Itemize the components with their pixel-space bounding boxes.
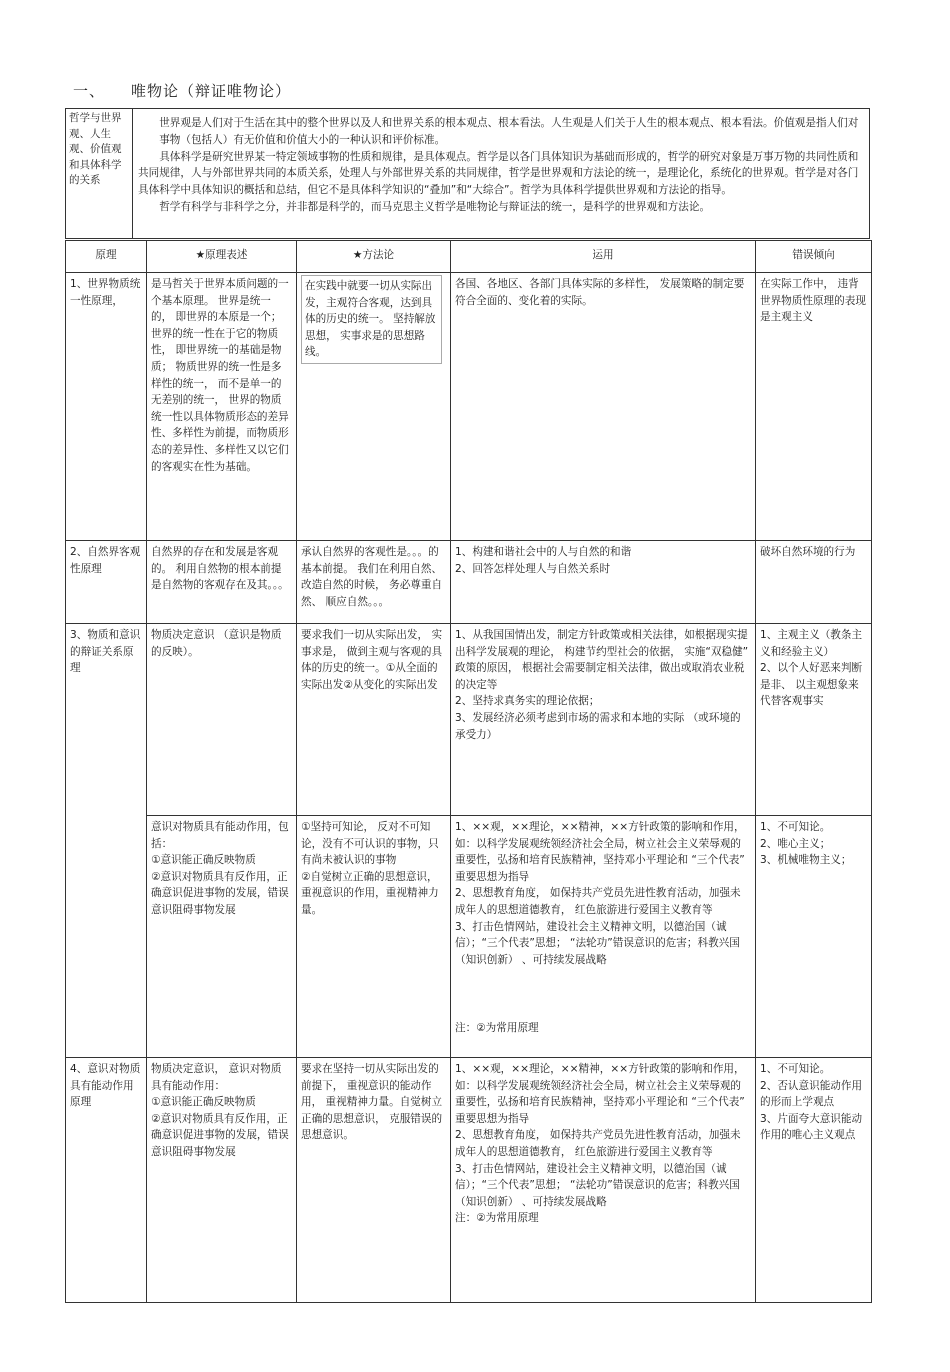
cell-statement: 意识对物质具有能动作用，包括： ①意识能正确反映物质 ②意识对物质具有反作用，正确意识促进事物的发展，错误意识阻碍事物发展 xyxy=(147,816,297,1058)
application-text: 1、××观，××理论，××精神，××方针政策的影响和作用，如：以科学发展观统领经济社会全局，树立社会主义荣辱观的重要性，弘扬和培育民族精神，坚持邓小平理论和 “三个代表” 重要思想为指导 2、思想教育角度， 如保持共产党员先进性教育活动，加强未成年人的思想道德教育， 红色旅游进行爱国主义教育等 3、打击色情网站，建设社会主义精神文明，以德治国（诚信）；“三个代表”思想； “法轮功”错误意识的危害；科教兴国（知识创新） 、可持续发展战略 xyxy=(455,821,745,966)
intro-paragraph-worldview: 世界观是人们对于生活在其中的整个世界以及人和世界关系的根本观点、根本看法。人生观是人们关于人生的根本观点、根本看法。价值观是指人们对事物（包括人）有无价值和价值大小的一种认识和评价标准。 xyxy=(159,117,859,146)
method-box: 在实践中就要一切从实际出发，主观符合客观，达到具体的历史的统一。 坚持解放思想， 实事求是的思想路线。 xyxy=(301,275,442,364)
cell-method: ①坚持可知论， 反对不可知论，没有不可认识的事物，只有尚未被认识的事物 ②自觉树立正确的思想意识，重视意识的作用，重视精神力量。 xyxy=(297,816,451,1058)
cell-application: 1、××观，××理论，××精神，××方针政策的影响和作用，如：以科学发展观统领经济社会全局，树立社会主义荣辱观的重要性，弘扬和培育民族精神，坚持邓小平理论和 “三个代表” 重要思想为指导 2、思想教育角度， 如保持共产党员先进性教育活动，加强未成年人的思想道德教育， 红色旅游进行爱国主义教育等 3、打击色情网站，建设社会主义精神文明，以德治国（诚信）；“三个代表”思想； “法轮功”错误意识的危害；科教兴国（知识创新） 、可持续发展战略 注：②为常用原理 xyxy=(451,1058,756,1303)
intro-side-label: 哲学与世界观、人生观、价值观和具体科学的关系 xyxy=(69,112,122,186)
cell-application: 1、从我国国情出发，制定方针政策或相关法律，如根据现实提出科学发展观的理论， 构建节约型社会的依据， 实施“双稳健” 政策的原因， 根据社会需要制定相关法律，做出或取消农业税的决定等 2、坚持求真务实的理论依据； 3、发展经济必须考虑到市场的需求和本地的实际 （或环境的承受力） xyxy=(451,624,756,816)
cell-statement: 物质决定意识 （意识是物质的反映）。 xyxy=(147,624,297,816)
table-row xyxy=(66,273,872,541)
section-title: 唯物论（辩证唯物论） xyxy=(131,82,292,100)
cell-principle: 3、物质和意识的辩证关系原理 xyxy=(66,624,147,1058)
table-row xyxy=(66,1058,872,1303)
intro-divider xyxy=(132,109,133,238)
cell-principle: 1、世界物质统一性原理， xyxy=(66,273,147,541)
cell-method: 承认自然界的客观性是。。。的基本前提。 我们在利用自然、 改造自然的时候， 务必尊重自然、 顺应自然。。。 xyxy=(297,541,451,624)
cell-principle: 4、意识对物质具有能动作用原理 xyxy=(66,1058,147,1303)
application-note: 注：②为常用原理 xyxy=(455,1022,539,1035)
cell-errors: 1、主观主义（教条主义和经验主义） 2、以个人好恶来判断是非、 以主观想象来代替客观事实 xyxy=(756,624,872,816)
table-header-row xyxy=(66,241,872,273)
header-errors: 错误倾向 xyxy=(756,241,872,273)
section-heading xyxy=(73,80,291,101)
cell-method: 要求在坚持一切从实际出发的前提下， 重视意识的能动作用， 重视精神力量。自觉树立正确的思想意识， 克服错误的思想意识。 xyxy=(297,1058,451,1303)
cell-method: 要求我们一切从实际出发， 实事求是， 做到主观与客观的具体的历史的统一。①从全面的实际出发②从变化的实际出发 xyxy=(297,624,451,816)
cell-application: 1、构建和谐社会中的人与自然的和谐 2、回答怎样处理人与自然关系时 xyxy=(451,541,756,624)
intro-paragraph-science: 具体科学是研究世界某一特定领域事物的性质和规律，是具体观点。哲学是以各门具体知识为基础而形成的，哲学的研究对象是万事万物的共同性质和共同规律，人与外部世界共同的本质关系，处理人与外部世界关系的共同规律，哲学是世界观和方法论的统一，是理论化，系统化的世界观。哲学是对各门具体科学中具体知识的概括和总结，但它不是具体科学知识的“叠加”和“大综合”。哲学为具体科学提供世界观和方法论的指导。 xyxy=(138,150,859,197)
cell-method xyxy=(297,273,451,541)
header-statement: ★原理表述 xyxy=(147,241,297,273)
header-application: 运用 xyxy=(451,241,756,273)
table-row xyxy=(66,624,872,816)
cell-errors: 1、不可知论。 2、否认意识能动作用的形而上学观点 3、片面夸大意识能动作用的唯心主义观点 xyxy=(756,1058,872,1303)
intro-body xyxy=(138,115,863,216)
cell-application xyxy=(451,816,756,1058)
cell-errors: 破坏自然环境的行为 xyxy=(756,541,872,624)
table-row xyxy=(66,816,872,1058)
cell-principle: 2、自然界客观性原理 xyxy=(66,541,147,624)
cell-statement: 自然界的存在和发展是客观的。 利用自然物的根本前提是自然物的客观存在及其。。。 xyxy=(147,541,297,624)
header-method: ★方法论 xyxy=(297,241,451,273)
intro-paragraph-marxism: 哲学有科学与非科学之分，并非都是科学的，而马克思主义哲学是唯物论与辩证法的统一，是科学的世界观和方法论。 xyxy=(159,200,711,213)
section-number: 一、 xyxy=(73,82,106,100)
table-row xyxy=(66,541,872,624)
intro-box xyxy=(65,108,870,239)
principles-table xyxy=(65,240,872,1303)
cell-statement: 物质决定意识， 意识对物质具有能动作用： ①意识能正确反映物质 ②意识对物质具有反作用，正确意识促进事物的发展，错误意识阻碍事物发展 xyxy=(147,1058,297,1303)
cell-application: 各国、各地区、各部门具体实际的多样性， 发展策略的制定要符合全面的、变化着的实际。 xyxy=(451,273,756,541)
cell-statement: 是马哲关于世界本质问题的一个基本原理。 世界是统一的， 即世界的本原是一个；世界的统一性在于它的物质性， 即世界统一的基础是物质； 物质世界的统一性是多样性的统一， 而不是单一的无差别的统一， 世界的物质统一性以具体物质形态的差异性、多样性为前提，而物质形态的差异性、多样性又以它们的客观实在性为基础。 xyxy=(147,273,297,541)
header-principle: 原理 xyxy=(66,241,147,273)
cell-errors: 在实际工作中， 违背世界物质性原理的表现是主观主义 xyxy=(756,273,872,541)
cell-errors: 1、不可知论。 2、唯心主义； 3、机械唯物主义； xyxy=(756,816,872,1058)
